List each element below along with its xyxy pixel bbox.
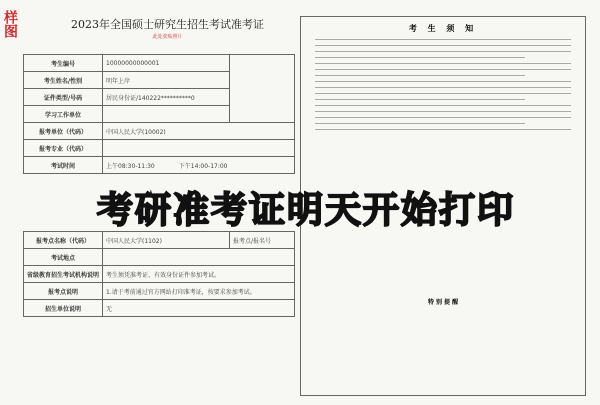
field-value: 1.请于考前通过官方网站打印准考证，按要求参加考试。 — [103, 283, 295, 300]
field-label: 报考专业（代码） — [24, 140, 103, 157]
field-label: 考生姓名/性别 — [24, 72, 103, 89]
field-label: 省级教育招生考试机构说明 — [24, 266, 103, 283]
field-value: 明年上岸 — [103, 72, 230, 89]
field-label: 招生单位说明 — [24, 300, 103, 317]
field-value — [103, 106, 230, 123]
photo-box — [230, 55, 295, 123]
special-reminder-heading: 特 别 提 醒 — [427, 299, 459, 306]
field-label: 报考点名称（代码） — [24, 232, 103, 249]
field-value: 考生须凭准考证、有效身份证件参加考试。 — [103, 266, 295, 283]
field-label: 报考点/报名号 — [230, 232, 295, 249]
sample-stamp: 样图 — [2, 10, 18, 38]
field-value — [103, 140, 295, 157]
ticket-title: 2023年全国硕士研究生招生考试准考证 — [71, 18, 264, 31]
field-label: 考试时间 — [24, 157, 103, 174]
notes-heading: 考 生 须 知 — [408, 24, 478, 33]
ticket-subnote: 此处张贴照片 — [152, 34, 183, 40]
field-label: 考生编号 — [24, 55, 103, 72]
field-value: 10000000000001 — [103, 55, 230, 72]
field-value: 居民身份证/140222**********0 — [103, 89, 230, 106]
field-label: 考试地点 — [24, 249, 103, 266]
field-value: 上午08:30-11:30 下午14:00-17:00 — [103, 157, 295, 174]
field-value: 无 — [103, 300, 295, 317]
field-label: 证件类型/号码 — [24, 89, 103, 106]
field-value: 中国人民大学(1102) — [103, 232, 230, 249]
field-label: 报考点说明 — [24, 283, 103, 300]
field-value: 中国人民大学(10002) — [103, 123, 295, 140]
field-label: 学习工作单位 — [24, 106, 103, 123]
field-label: 报考单位（代码） — [24, 123, 103, 140]
headline-banner: 考研准考证明天开始打印 — [96, 189, 515, 231]
